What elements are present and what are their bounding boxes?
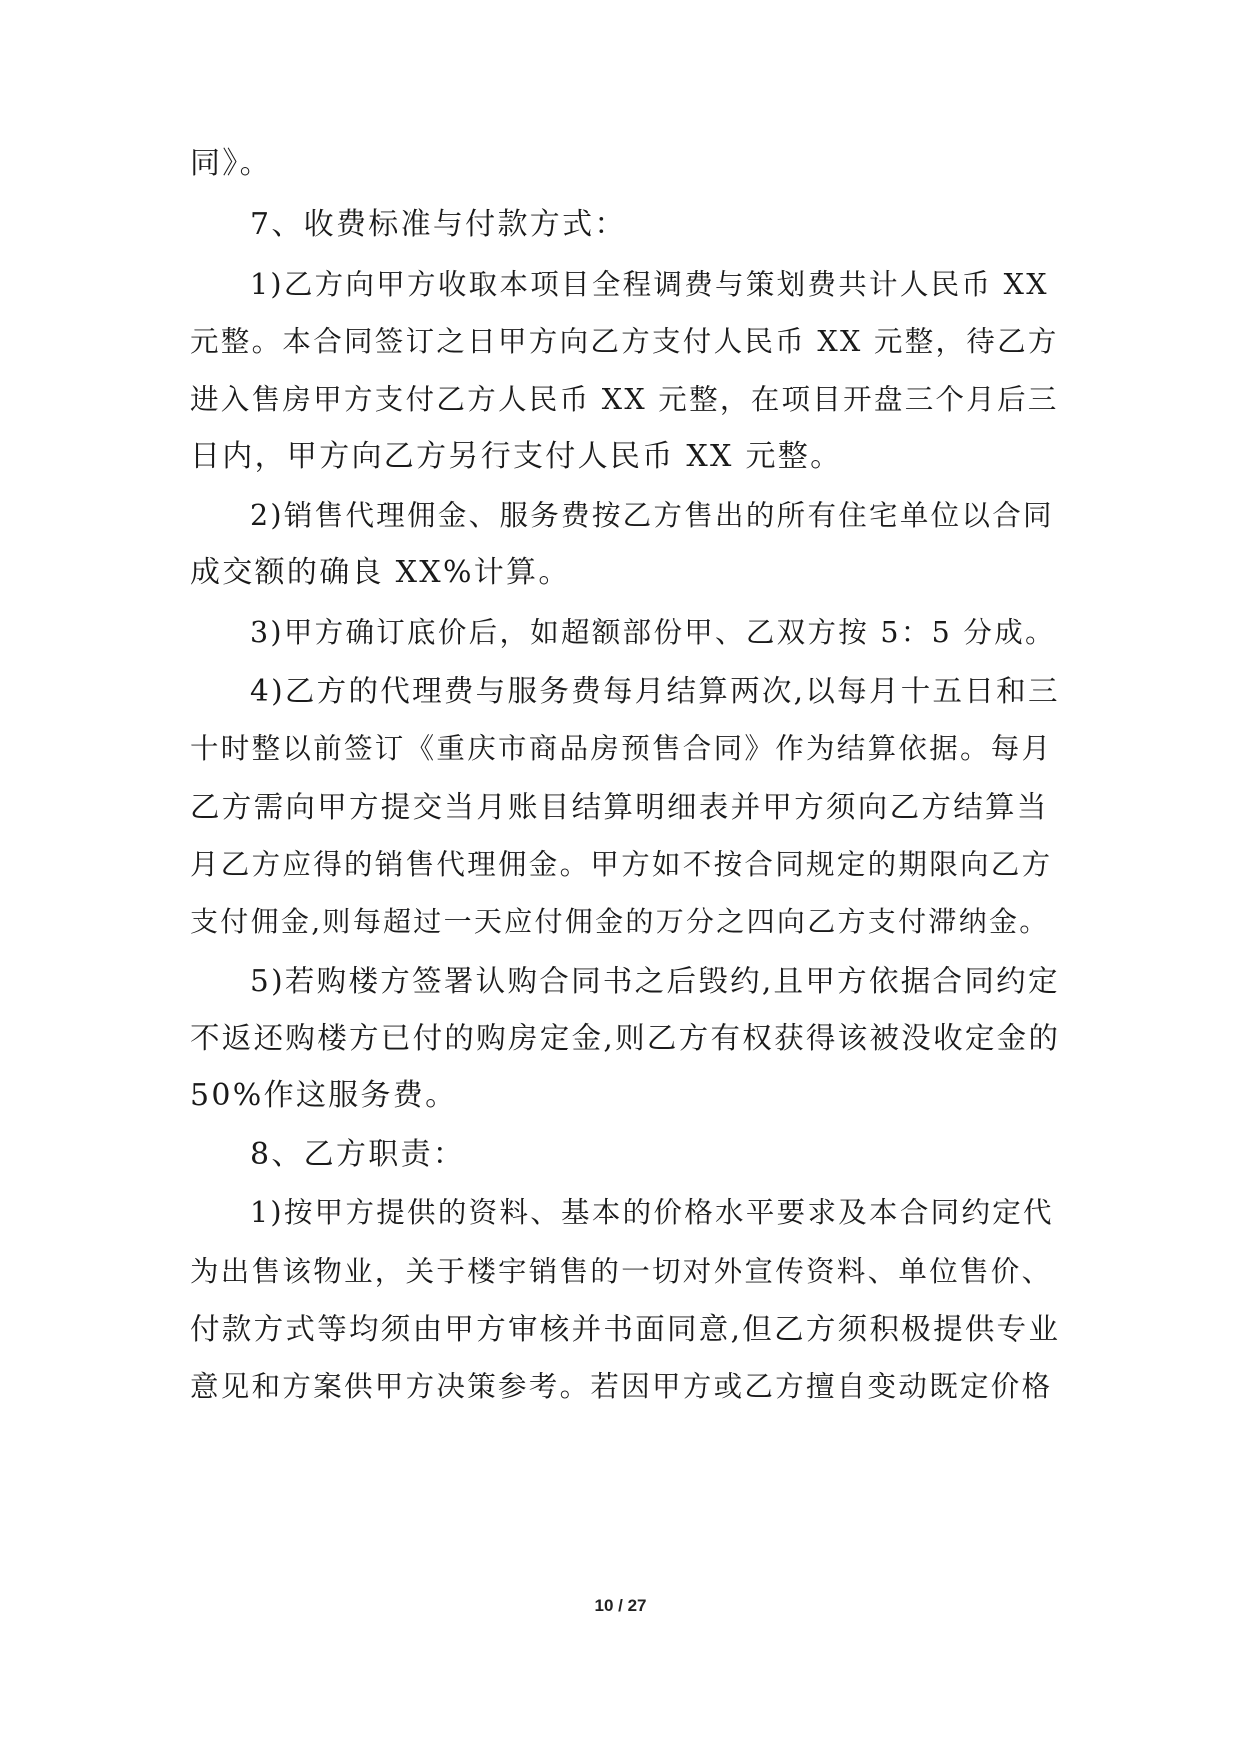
section-heading-8: 8、乙方职责： [250,1137,466,1172]
paragraph-line: 不返还购楼方已付的购房定金,则乙方有权获得该被没收定金的 [190,1021,1061,1055]
paragraph-line: 日内，甲方向乙方另行支付人民币 XX 元整。 [190,439,843,474]
paragraph-line: 成交额的确良 XX%计算。 [190,555,571,590]
paragraph-line: 3)甲方确订底价后，如超额部份甲、乙双方按 5：5 分成。 [250,616,1056,649]
paragraph-line: 同》。 [190,146,272,181]
paragraph-line: 为出售该物业，关于楼宇销售的一切对外宣传资料、单位售价、 [190,1255,1053,1288]
paragraph-line: 十时整以前签订《重庆市商品房预售合同》作为结算依据。每月 [190,732,1053,765]
paragraph-line: 4)乙方的代理费与服务费每月结算两次,以每月十五日和三 [250,674,1060,708]
page-number: 10 / 27 [594,1596,647,1615]
paragraph-line: 乙方需向甲方提交当月账目结算明细表并甲方须向乙方结算当 [190,790,1049,824]
paragraph-line: 支付佣金,则每超过一天应付佣金的万分之四向乙方支付滞纳金。 [190,905,1050,938]
paragraph-line: 进入售房甲方支付乙方人民币 XX 元整，在项目开盘三个月后三 [190,383,1059,416]
paragraph-line: 月乙方应得的销售代理佣金。甲方如不按合同规定的期限向乙方 [190,848,1053,881]
paragraph-line: 付款方式等均须由甲方审核并书面同意,但乙方须积极提供专业 [190,1312,1061,1346]
section-heading-7: 7、收费标准与付款方式： [250,207,627,242]
paragraph-line: 50%作这服务费。 [190,1078,458,1113]
paragraph-line: 元整。本合同签订之日甲方向乙方支付人民币 XX 元整，待乙方 [190,325,1059,358]
paragraph-line: 1)乙方向甲方收取本项目全程调费与策划费共计人民币 XX [250,268,1049,301]
paragraph-line: 5)若购楼方签署认购合同书之后毁约,且甲方依据合同约定 [250,964,1060,998]
paragraph-line: 2)销售代理佣金、服务费按乙方售出的所有住宅单位以合同 [250,499,1054,532]
paragraph-line: 1)按甲方提供的资料、基本的价格水平要求及本合同约定代 [250,1196,1054,1229]
paragraph-line: 意见和方案供甲方决策参考。若因甲方或乙方擅自变动既定价格 [190,1370,1053,1403]
